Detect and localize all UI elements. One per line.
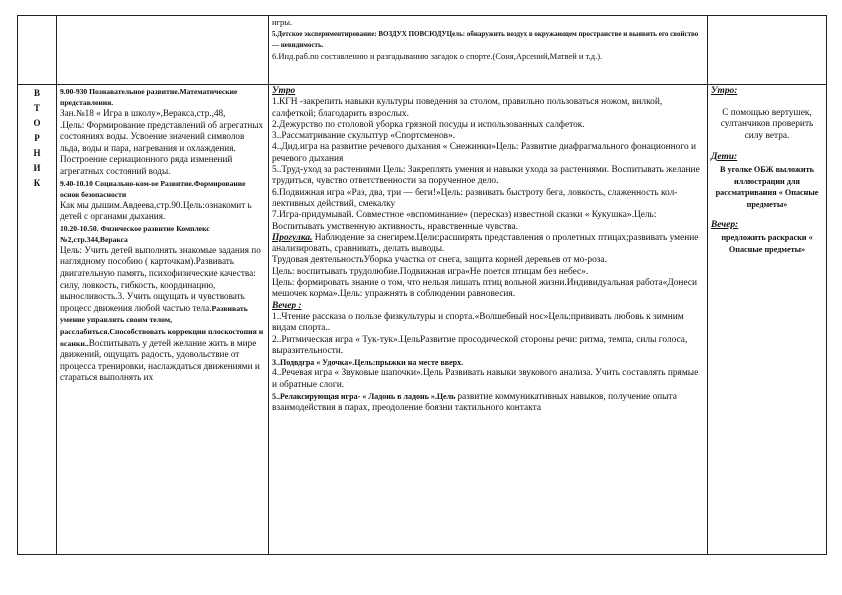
top-col3-cell bbox=[708, 16, 827, 85]
top-line2-bold: 5.Детское экспериментирование: ВОЗДУХ ПОВСЮДУ bbox=[272, 29, 447, 38]
vecher-heading: Вечер : bbox=[272, 300, 302, 311]
utro-heading: Утро bbox=[272, 86, 296, 96]
notes-deti-heading: Дети: bbox=[711, 152, 738, 163]
vecher-item bbox=[272, 391, 704, 415]
day-cell bbox=[18, 85, 57, 555]
utro-item: 2.Дежурство по столовой уборка грязной посуды и использованных салфеток. bbox=[272, 119, 585, 130]
notes-deti-text: В уголке ОБЖ выложить иллюстрации для рассматривания « Опасные предметы» bbox=[715, 164, 819, 209]
activities-cell bbox=[57, 85, 269, 555]
notes-utro-text: С помощью вертушек, султанчиков проверить силу ветра. bbox=[720, 107, 814, 141]
day-letter: К bbox=[33, 178, 41, 188]
vecher-item-5-bold: 5..Релаксирующая игра- « Ладонь в ладонь ».Цель bbox=[272, 392, 458, 402]
activity-3-goal-text: Цель: Учить детей выполнять знакомые задания по наглядному пособию ( карточкам).Развивать двигательную память, психофизические качества: силу, ловкость, гибкость, координацию, выносливость.3. Учить ощущать и чувствовать процесс движения любой частью тела. bbox=[60, 244, 261, 313]
day-letter: Р bbox=[34, 133, 40, 143]
notes-cell bbox=[708, 85, 827, 555]
day-letter: О bbox=[33, 118, 41, 128]
trud-goal-2: Цель: формировать знание о том, что нельзя лишать птиц вольной жизни.Индивидуальная работа«Донеси мешочек корма».Цель: упражнять в соблюдении равновесия. bbox=[272, 278, 698, 300]
top-line2-small: Цель: обнаружить воздух в окружающем пространстве и выявить его свойство — невидимость. bbox=[272, 29, 699, 49]
day-letter: Т bbox=[33, 103, 40, 113]
vecher-item: 3..Подвдгра « Удочка».Цель:прыжки на месте вверх. bbox=[272, 358, 464, 368]
activity-1-title: 9.00-930 Познавательное развитие.Математические представления. bbox=[60, 87, 238, 107]
vecher-item: 1..Чтение рассказа о пользе физкультуры и спорта.«Волшебный нос»Цель:прививать любовь к зимним видам спорта.. bbox=[272, 311, 684, 334]
utro-item: 1.КГН -закрепить навыки культуры поведения за столом, правильно пользоваться ножом, вилкой, салфеткой; благодарить взрослых. bbox=[272, 97, 663, 119]
day-letter: И bbox=[33, 163, 41, 173]
top-col2-cell bbox=[269, 16, 708, 85]
utro-item: 3..Рассматривание скульптур «Спортсменов». bbox=[272, 131, 456, 142]
top-col1-cell bbox=[57, 16, 269, 85]
top-row bbox=[18, 16, 827, 85]
utro-item: 7.Игра-придумывай. Совместное «вспоминание» (пересказ) известной сказки « Кукушка».Цель: Воспитывать умственную активность, нравственные чувства. bbox=[272, 210, 657, 232]
activity-1-goal: .Цель: Формирование представлений об агрегатных состояниях воды. Усвоение значений символов льда, воды и пара, нагревания и охлаждения. Построение сериационного ряда изменений агрегатных состояний воды. bbox=[60, 119, 264, 176]
top-line2 bbox=[272, 28, 704, 51]
notes-utro-heading: Утро: bbox=[711, 86, 738, 96]
progulka-text: Наблюдение за снегирем.Цели:расширять представления о пролетных птицах;развивать умение анализировать, сравнивать, делать выводы. bbox=[272, 232, 699, 255]
progulka-paragraph bbox=[272, 233, 704, 256]
notes-vecher-text: предложить раскраски « Опасные предметы» bbox=[721, 232, 813, 254]
vecher-item-5-text: развитие коммуникативных навыков, получение опыта взаимодействия в парах, преодоление боязни тактильного контакта bbox=[272, 392, 677, 414]
main-row bbox=[18, 85, 827, 555]
trud-text: Трудовая деятельностьУборка участка от снега, защита корней деревьев от мо-роза. bbox=[272, 255, 607, 266]
vecher-item: 2..Ритмическая игра « Тук-тук».ЦельРазвитие просодической стороны речи: ритма, темпа, силы голоса, выразительности. bbox=[272, 334, 688, 356]
activity-2-title: 9.40-10.10 Социально-ком-ое Развитие.Формирование основ безопасности bbox=[60, 178, 246, 199]
activity-1-ref: Зан.№18 « Игра в школу»,Веракса,стр.,48, bbox=[60, 108, 226, 118]
day-letter: Н bbox=[33, 148, 41, 158]
activity-3-goal bbox=[60, 245, 265, 384]
utro-item: 6.Подвижная игра «Раз, два, три — беги!»Цель: развивать быстроту бега, ловкость, слаженность кол-лективных действий, смекалку bbox=[272, 187, 678, 209]
top-line3: 6.Инд.раб.по составлению и разгадыванию загадок о спорте.(Соня,Арсений,Матвей и т.д.). bbox=[272, 50, 603, 61]
trud-goal: Цель: воспитывать трудолюбие.Подвижная игра«Не поется птицам без небес». bbox=[272, 266, 589, 277]
plan-table bbox=[17, 15, 827, 555]
top-day-cell bbox=[18, 16, 57, 85]
utro-item: 5..Труд-уход за растениями Цель: Закреплять умения и навыки ухода за растениями. Воспитывать желание трудиться, чувство ответственности за порученное дело. bbox=[272, 165, 700, 187]
utro-item: 4..Дид.игра на развитие речевого дыхания « Снежинки»Цель: Развитие диафрагмального фонационного и речевого дыхания bbox=[272, 142, 697, 164]
notes-vecher-heading: Вечер: bbox=[711, 220, 739, 231]
routine-cell bbox=[269, 85, 708, 555]
vecher-item: 4..Речевая игра « Звуковые шапочки».Цель Развивать навыки звукового анализа. Учить составлять прямые и обратные слоги. bbox=[272, 368, 699, 390]
activity-2-goal: Как мы дышим.Авдеева,стр.90.Цель:ознакомит ь детей с органами дыхания. bbox=[60, 199, 252, 222]
activity-3-goal-bold: Развивать умение управлять своим телом, расслабиться.Способствовать коррекции плоскостопия и осанки.. bbox=[60, 303, 264, 348]
day-letter: В bbox=[33, 88, 40, 98]
activity-3-goal-tail: Воспитывать у детей желание жить в мире движений, ощущать радость, удовольствие от процесса тренировки, наслаждаться движениями и стараться выполнять их bbox=[60, 337, 260, 383]
activity-3-title: 10.20-10.50. Физическое развитие Комплекс №2,стр.344,Веракса bbox=[60, 223, 210, 244]
top-line1: игры. bbox=[272, 17, 293, 27]
progulka-heading: Прогулка. bbox=[272, 232, 313, 243]
